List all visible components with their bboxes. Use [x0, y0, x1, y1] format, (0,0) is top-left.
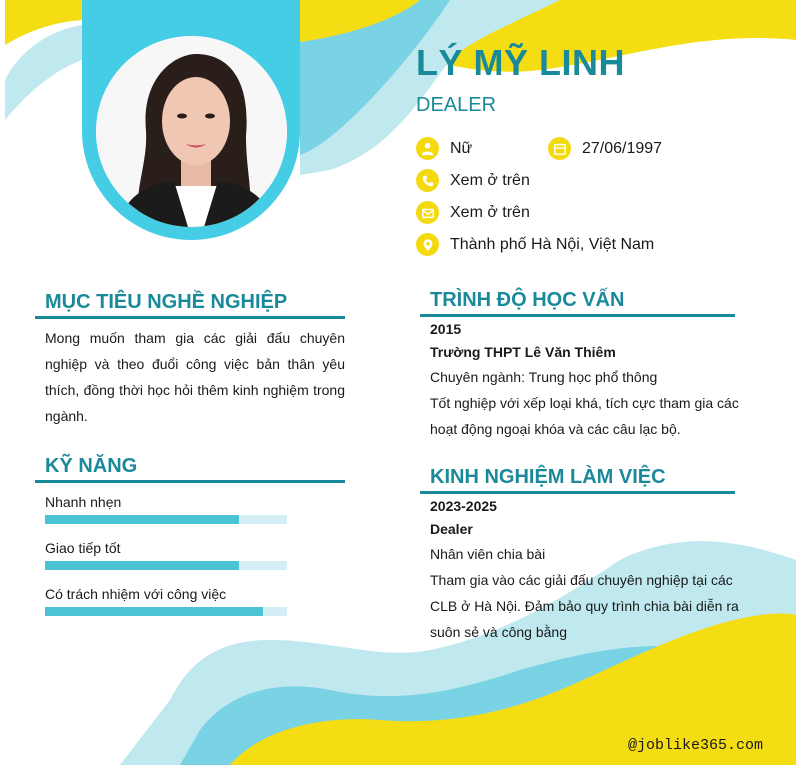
- phone-icon: [416, 169, 439, 192]
- address-value: Thành phố Hà Nội, Việt Nam: [450, 235, 655, 253]
- phone-row: [416, 169, 530, 192]
- skill-bar-track: [45, 607, 287, 616]
- gender-value: Nữ: [450, 139, 473, 157]
- skill-bar-fill: [45, 607, 263, 616]
- calendar-icon: [548, 137, 571, 160]
- skills-divider: [35, 480, 345, 483]
- objective-text: Mong muốn tham gia các giải đấu chuyên nghiệp và theo đuổi công việc bản thân yêu thích, đồng thời học hỏi thêm kinh nghiệm trong ngành.: [45, 330, 345, 424]
- skill-bar-track: [45, 515, 287, 524]
- education-description: Tốt nghiệp với xếp loại khá, tích cực tham gia các hoạt động ngoại khóa và các câu lạc bộ.: [430, 395, 739, 437]
- phone-value: Xem ở trên: [450, 171, 530, 189]
- skills-title: KỸ NĂNG: [45, 455, 138, 477]
- birthdate-row: [548, 137, 662, 160]
- skill-label: Nhanh nhẹn: [45, 494, 122, 510]
- person-name: LÝ MỸ LINH: [416, 42, 625, 83]
- email-value: Xem ở trên: [450, 203, 530, 221]
- mail-icon: [416, 201, 439, 224]
- skill-bar-fill: [45, 515, 239, 524]
- skill-label: Giao tiếp tốt: [45, 540, 121, 556]
- experience-years: 2023-2025: [430, 498, 497, 514]
- education-school: Trường THPT Lê Văn Thiêm: [430, 344, 616, 360]
- experience-company: Dealer: [430, 521, 473, 537]
- objective-title: MỤC TIÊU NGHỀ NGHIỆP: [45, 291, 288, 313]
- objective-divider: [35, 316, 345, 319]
- education-major: Chuyên ngành: Trung học phổ thông: [430, 369, 658, 385]
- email-row: [416, 201, 530, 224]
- skill-bar-track: [45, 561, 287, 570]
- experience-title: KINH NGHIỆM LÀM VIỆC: [430, 466, 666, 488]
- experience-position: Nhân viên chia bài: [430, 546, 546, 562]
- address-row: [416, 233, 654, 256]
- skill-bar-fill: [45, 561, 239, 570]
- avatar: [96, 36, 287, 227]
- experience-description: Tham gia vào các giải đấu chuyên nghiệp tại các CLB ở Hà Nội. Đảm bảo quy trình chia bài diễn ra suôn sẻ và công bằng: [430, 572, 739, 640]
- education-year: 2015: [430, 321, 462, 337]
- user-icon: [416, 137, 439, 160]
- birthdate-value: 27/06/1997: [582, 139, 663, 157]
- gender-row: [416, 137, 472, 160]
- education-title: TRÌNH ĐỘ HỌC VẤN: [430, 289, 625, 311]
- website-handle: @joblike365.com: [628, 737, 764, 754]
- skill-label: Có trách nhiệm với công việc: [45, 586, 227, 602]
- job-title: DEALER: [416, 94, 497, 116]
- top-left-cyan-wave: [5, 25, 82, 120]
- location-pin-icon: [416, 233, 439, 256]
- education-divider: [420, 314, 735, 317]
